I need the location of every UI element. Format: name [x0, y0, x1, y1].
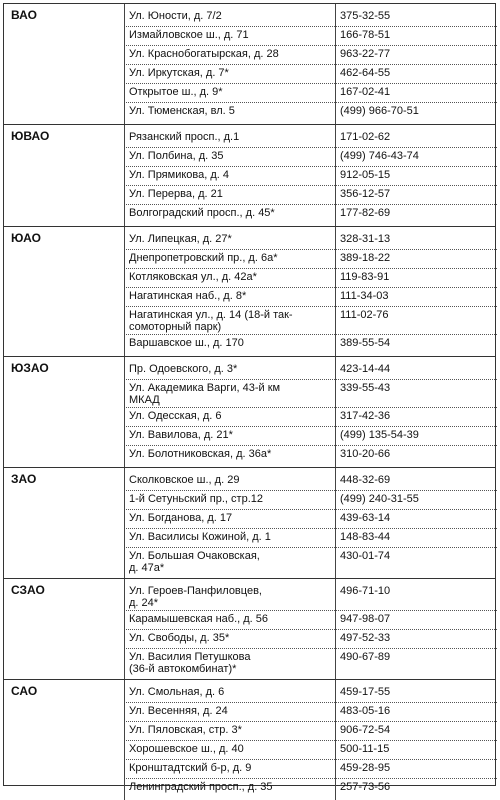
phone-cell: 328-31-13	[340, 233, 391, 245]
address-cell: Ул. Краснобогатырская, д. 28	[129, 48, 279, 60]
district-block	[4, 357, 495, 467]
phone-cell: 423-14-44	[340, 363, 391, 375]
address-cell: Пр. Одоевского, д. 3*	[129, 363, 238, 375]
address-cell: Ул. Пяловская, стр. 3*	[129, 724, 242, 736]
row-divider	[124, 334, 497, 335]
phone-cell: 912-05-15	[340, 169, 391, 181]
district-block	[4, 468, 495, 578]
column-divider	[124, 4, 125, 124]
address-cell: Ул. Свободы, д. 35*	[129, 632, 230, 644]
phone-cell: 963-22-77	[340, 48, 391, 60]
address-cell: Карамышевская наб., д. 56	[129, 613, 269, 625]
district-name: ЮЗАО	[11, 361, 49, 375]
column-divider	[335, 468, 336, 578]
row-divider	[124, 509, 497, 510]
phone-cell: 111-02-76	[340, 309, 389, 321]
district-name: ЮВАО	[11, 129, 50, 143]
district-block	[4, 579, 495, 679]
row-divider	[124, 759, 497, 760]
column-divider	[124, 227, 125, 356]
address-cell: Хорошевское ш., д. 40	[129, 743, 244, 755]
district-block	[4, 125, 495, 226]
address-cell: Котляковская ул., д. 42а*	[129, 271, 257, 283]
row-divider	[124, 185, 497, 186]
address-cell: Ул. Академика Варги, 43-й км МКАД	[129, 382, 281, 406]
column-divider	[335, 357, 336, 467]
address-cell: Ул. Богданова, д. 17	[129, 512, 233, 524]
phone-cell: 375-32-55	[340, 10, 391, 22]
phone-cell: 356-12-57	[340, 188, 391, 200]
row-divider	[124, 528, 497, 529]
row-divider	[124, 629, 497, 630]
address-cell: Ул. Юности, д. 7/2	[129, 10, 222, 22]
address-cell: Открытое ш., д. 9*	[129, 86, 223, 98]
address-cell: Ул. Прямикова, д. 4	[129, 169, 229, 181]
row-divider	[124, 740, 497, 741]
address-cell: Ул. Перерва, д. 21	[129, 188, 223, 200]
address-cell: Сколковское ш., д. 29	[129, 474, 240, 486]
phone-cell: 166-78-51	[340, 29, 391, 41]
address-cell: Ул. Смольная, д. 6	[129, 686, 225, 698]
phone-cell: 310-20-66	[340, 448, 391, 460]
address-cell: Нагатинская наб., д. 8*	[129, 290, 247, 302]
address-cell: Нагатинская ул., д. 14 (18-й так- сомоторный парк)	[129, 309, 293, 333]
district-name: ЗАО	[11, 472, 37, 486]
district-name: ВАО	[11, 8, 37, 22]
column-divider	[335, 4, 336, 124]
row-divider	[124, 287, 497, 288]
phone-cell: 483-05-16	[340, 705, 391, 717]
phone-cell: (499) 746-43-74	[340, 150, 419, 162]
row-divider	[124, 721, 497, 722]
phone-cell: 389-18-22	[340, 252, 391, 264]
column-divider	[335, 579, 336, 679]
address-cell: 1-й Сетуньский пр., стр.12	[129, 493, 263, 505]
row-divider	[124, 204, 497, 205]
phone-cell: 111-34-03	[340, 290, 389, 302]
address-cell: Волгоградский просп., д. 45*	[129, 207, 275, 219]
phone-cell: 257-73-56	[340, 781, 391, 793]
row-divider	[124, 147, 497, 148]
phone-cell: 317-42-36	[340, 410, 391, 422]
row-divider	[124, 648, 497, 649]
phone-cell: 947-98-07	[340, 613, 391, 625]
phone-cell: 430-01-74	[340, 550, 391, 562]
phone-cell: 119-83-91	[340, 271, 390, 283]
row-divider	[124, 702, 497, 703]
row-divider	[124, 379, 497, 380]
row-divider	[124, 610, 497, 611]
phone-cell: 171-02-62	[340, 131, 391, 143]
address-cell: Варшавское ш., д. 170	[129, 337, 244, 349]
district-name: СЗАО	[11, 583, 45, 597]
row-divider	[124, 249, 497, 250]
phone-cell: 497-52-33	[340, 632, 391, 644]
address-cell: Рязанский просп., д.1	[129, 131, 240, 143]
column-divider	[124, 680, 125, 800]
phone-cell: 462-64-55	[340, 67, 391, 79]
phone-cell: 389-55-54	[340, 337, 391, 349]
row-divider	[124, 445, 497, 446]
column-divider	[124, 468, 125, 578]
row-divider	[124, 426, 497, 427]
address-cell: Кронштадтский б-р, д. 9	[129, 762, 252, 774]
phone-cell: 339-55-43	[340, 382, 391, 394]
row-divider	[124, 547, 497, 548]
phone-cell: 448-32-69	[340, 474, 391, 486]
address-cell: Ул. Болотниковская, д. 36а*	[129, 448, 272, 460]
row-divider	[124, 166, 497, 167]
row-divider	[124, 64, 497, 65]
phone-cell: 906-72-54	[340, 724, 391, 736]
row-divider	[124, 26, 497, 27]
district-name: ЮАО	[11, 231, 41, 245]
address-cell: Ул. Василисы Кожиной, д. 1	[129, 531, 271, 543]
row-divider	[124, 268, 497, 269]
row-divider	[124, 45, 497, 46]
phone-cell: 490-67-89	[340, 651, 391, 663]
address-cell: Ул. Василия Петушкова (36-й автокомбинат)*	[129, 651, 251, 675]
row-divider	[124, 778, 497, 779]
phone-cell: 459-28-95	[340, 762, 391, 774]
phone-cell: (499) 240-31-55	[340, 493, 419, 505]
district-name: САО	[11, 684, 38, 698]
address-cell: Ул. Иркутская, д. 7*	[129, 67, 229, 79]
address-cell: Днепропетровский пр., д. 6а*	[129, 252, 278, 264]
phone-cell: 148-83-44	[340, 531, 391, 543]
phone-cell: (499) 966-70-51	[340, 105, 419, 117]
column-divider	[335, 680, 336, 800]
phone-cell: 167-02-41	[340, 86, 391, 98]
address-cell: Ул. Вавилова, д. 21*	[129, 429, 233, 441]
row-divider	[124, 490, 497, 491]
column-divider	[335, 125, 336, 226]
address-cell: Ул. Большая Очаковская, д. 47а*	[129, 550, 260, 574]
column-divider	[124, 579, 125, 679]
address-cell: Ул. Весенняя, д. 24	[129, 705, 228, 717]
phone-cell: 439-63-14	[340, 512, 391, 524]
address-cell: Ул. Тюменская, вл. 5	[129, 105, 235, 117]
column-divider	[124, 357, 125, 467]
district-block	[4, 4, 495, 124]
address-cell: Ул. Липецкая, д. 27*	[129, 233, 232, 245]
column-divider	[124, 125, 125, 226]
row-divider	[124, 407, 497, 408]
row-divider	[124, 306, 497, 307]
phone-cell: (499) 135-54-39	[340, 429, 419, 441]
address-cell: Ул. Одесская, д. 6	[129, 410, 222, 422]
row-divider	[124, 83, 497, 84]
column-divider	[335, 227, 336, 356]
row-divider	[124, 102, 497, 103]
address-phone-table	[3, 3, 496, 793]
phone-cell: 496-71-10	[340, 585, 391, 597]
phone-cell: 459-17-55	[340, 686, 391, 698]
district-block	[4, 680, 495, 800]
address-cell: Ул. Героев-Панфиловцев, д. 24*	[129, 585, 262, 609]
address-cell: Ленинградский просп., д. 35	[129, 781, 273, 793]
phone-cell: 177-82-69	[340, 207, 391, 219]
address-cell: Ул. Полбина, д. 35	[129, 150, 224, 162]
address-cell: Измайловское ш., д. 71	[129, 29, 249, 41]
district-block	[4, 227, 495, 356]
phone-cell: 500-11-15	[340, 743, 390, 755]
